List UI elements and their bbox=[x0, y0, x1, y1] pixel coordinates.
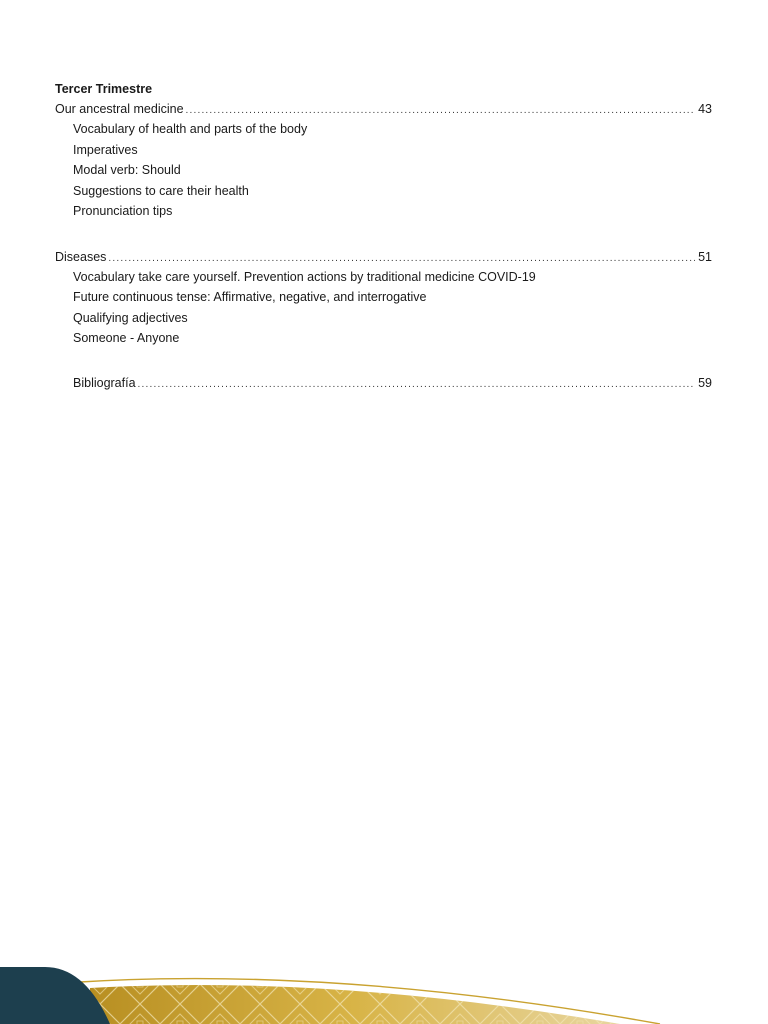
table-of-contents bbox=[55, 79, 712, 393]
decorative-footer bbox=[0, 964, 768, 1024]
toc-entry-bibliografia[interactable] bbox=[55, 373, 712, 393]
dot-leader bbox=[108, 249, 695, 269]
toc-entry-title: Our ancestral medicine bbox=[55, 102, 184, 116]
toc-subitem: Modal verb: Should bbox=[73, 163, 181, 177]
toc-subitem: Pronunciation tips bbox=[73, 204, 173, 218]
toc-entry-our-ancestral-medicine[interactable] bbox=[55, 99, 712, 119]
toc-entry-title: Bibliografía bbox=[73, 375, 136, 390]
toc-page-number: 43 bbox=[698, 102, 712, 116]
toc-page-number: 51 bbox=[698, 249, 712, 264]
dot-leader bbox=[138, 375, 696, 395]
toc-page-number: 59 bbox=[698, 375, 712, 390]
toc-subitem: Future continuous tense: Affirmative, negative, and interrogative bbox=[73, 290, 427, 304]
trimester-heading: Tercer Trimestre bbox=[55, 82, 153, 96]
toc-entry-diseases[interactable] bbox=[55, 247, 712, 267]
toc-subitem: Imperatives bbox=[73, 142, 138, 157]
spacer bbox=[55, 349, 712, 373]
toc-subitem: Vocabulary take care yourself. Prevention actions by traditional medicine COVID-19 bbox=[73, 269, 536, 284]
dot-leader bbox=[186, 101, 696, 121]
toc-subitem: Vocabulary of health and parts of the body bbox=[73, 122, 308, 136]
toc-subitem: Suggestions to care their health bbox=[73, 183, 249, 198]
toc-entry-title: Diseases bbox=[55, 249, 107, 264]
toc-subitem: Someone - Anyone bbox=[73, 331, 180, 345]
teal-corner bbox=[0, 967, 110, 1024]
toc-subitem: Qualifying adjectives bbox=[73, 310, 188, 325]
spacer bbox=[55, 222, 712, 247]
